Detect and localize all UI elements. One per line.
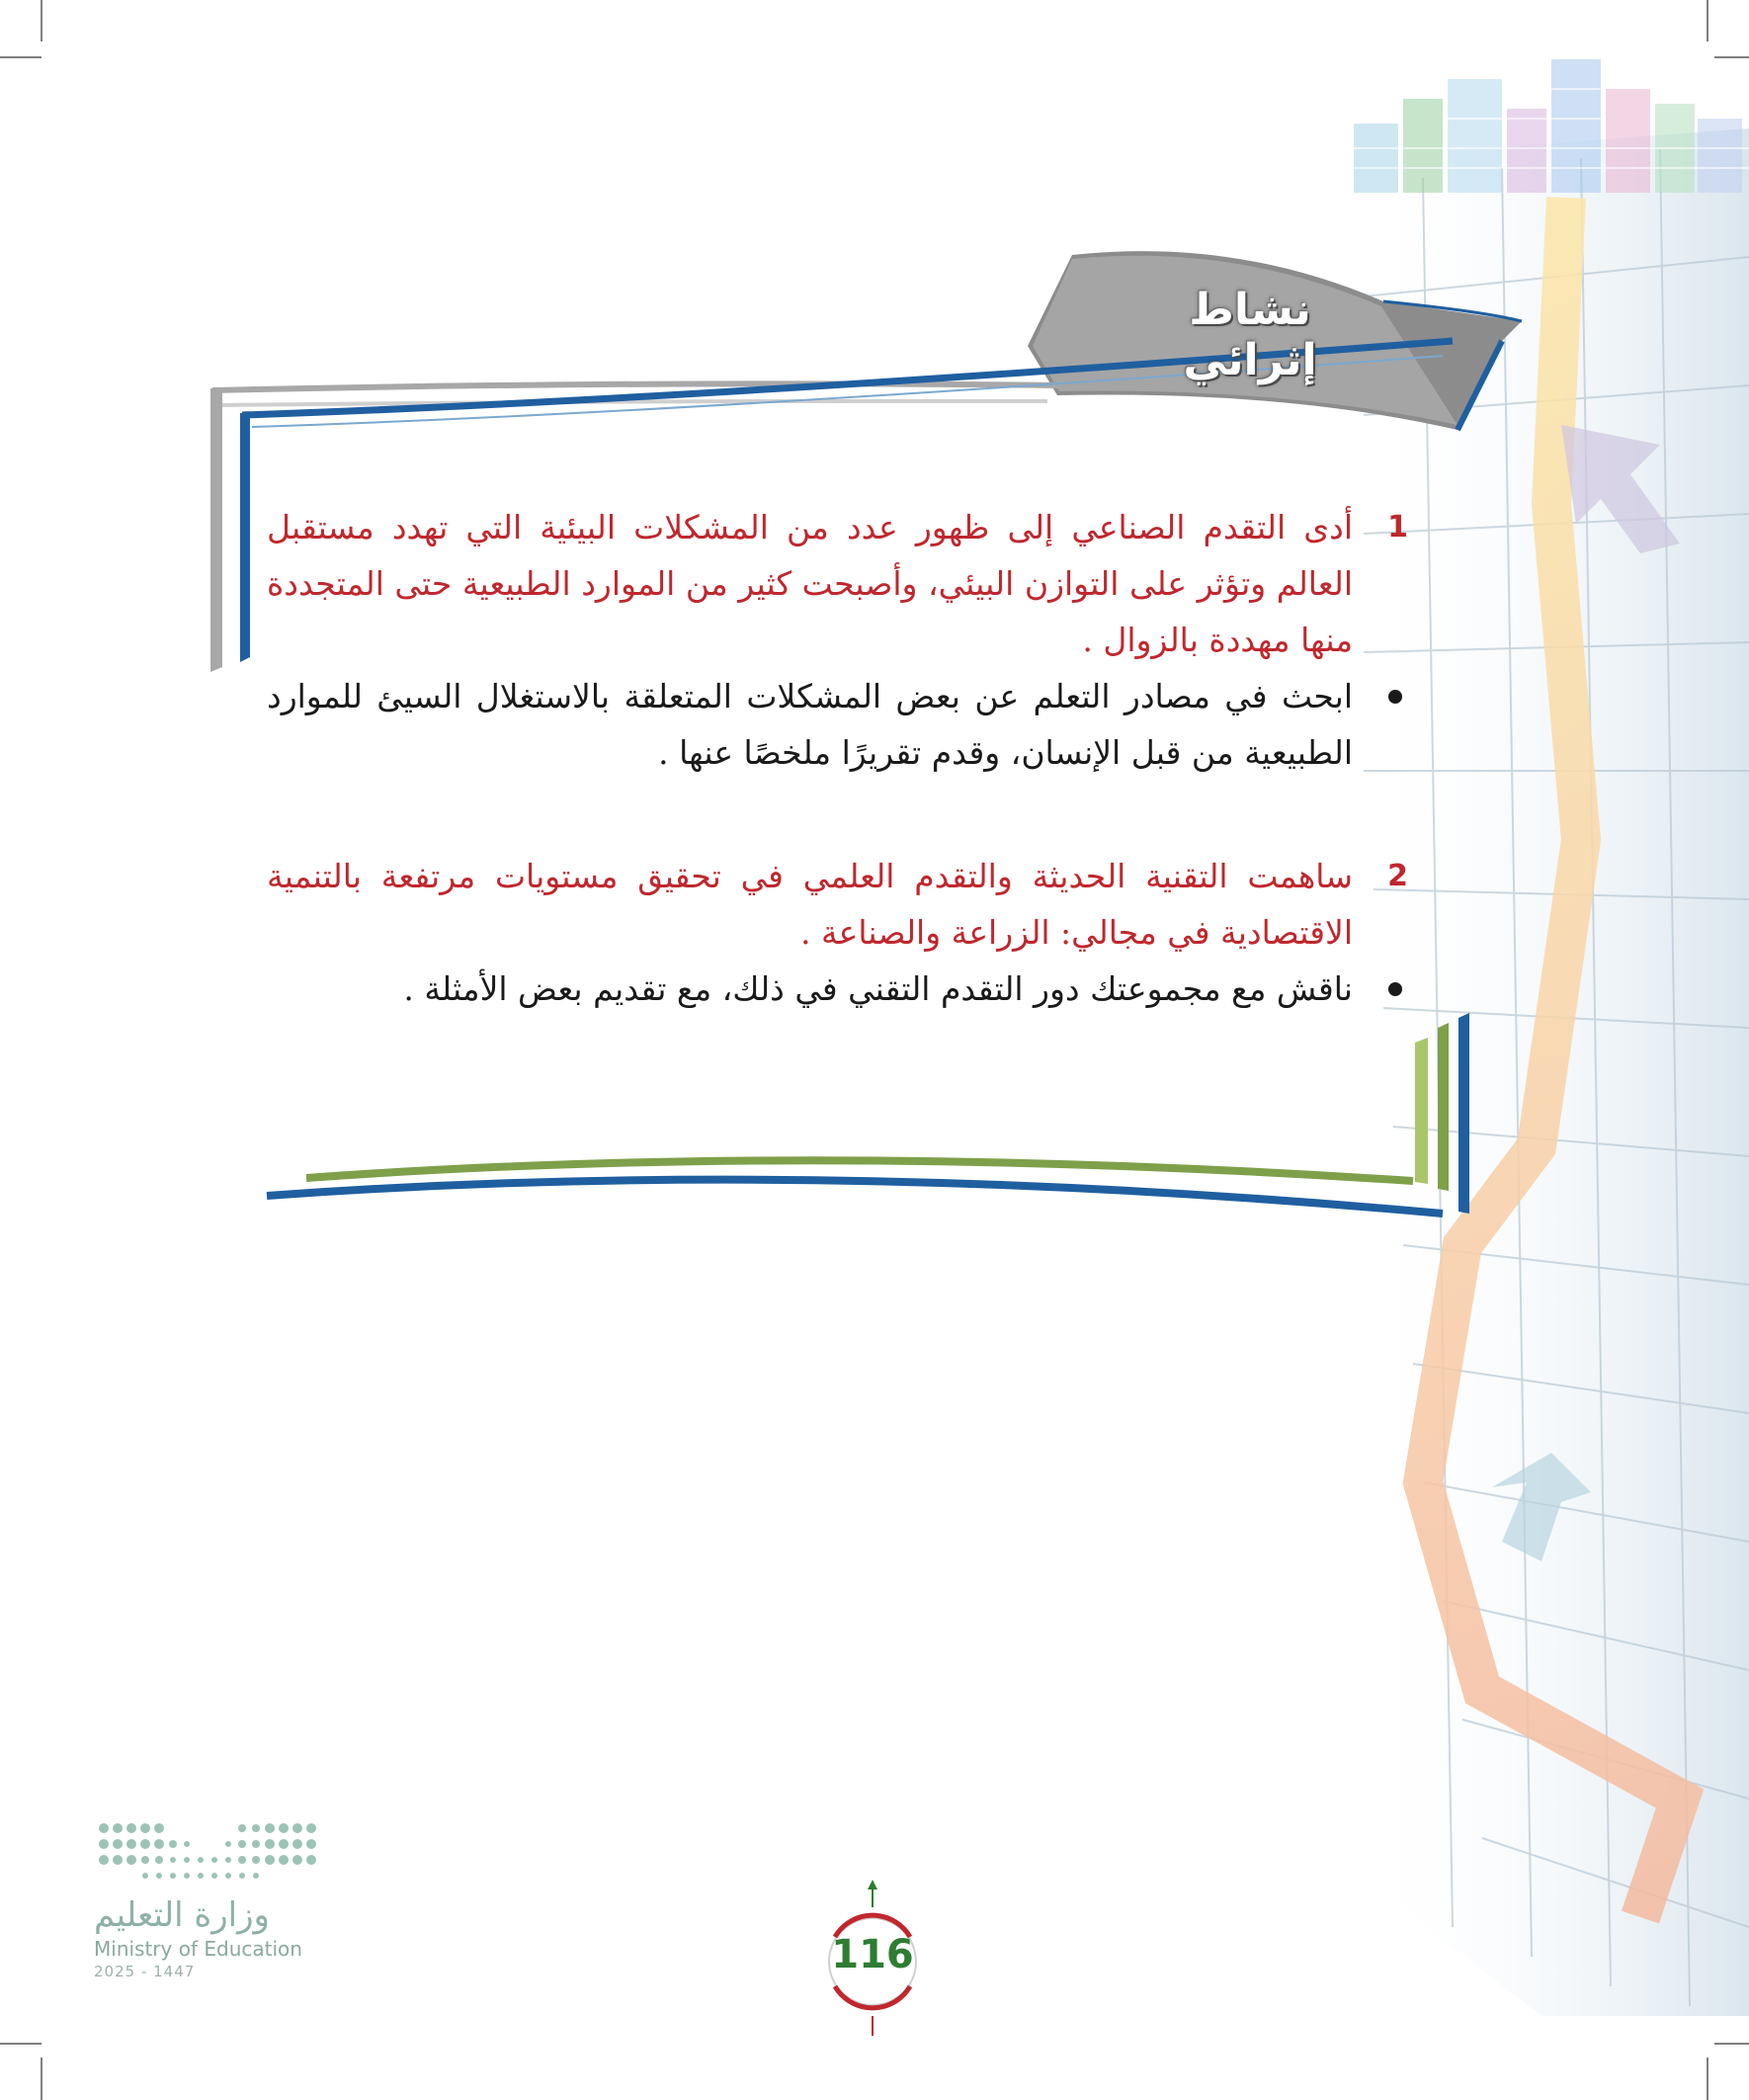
ministry-dots-icon: [94, 1818, 321, 1888]
item-statement: ساهمت التقنية الحديثة والتقدم العلمي في تحقيق مستويات مرتفعة بالتنمية الاقتصادية في مجالي: الزراعة والصناعة .: [267, 857, 1353, 952]
ministry-logo: [94, 1818, 321, 1980]
task-text: ناقش مع مجموعتك دور التقدم التقني في ذلك، مع تقديم بعض الأمثلة .: [403, 969, 1353, 1008]
activity-title: نشاط إثرائي: [1183, 285, 1317, 385]
item-number: 1: [1387, 510, 1408, 545]
page-number: 116: [831, 1932, 914, 1977]
item-number: 2: [1387, 859, 1408, 893]
ministry-name-en: Ministry of Education: [94, 1937, 302, 1961]
ministry-year: 2025 - 1447: [94, 1963, 196, 1980]
task-text: ابحث في مصادر التعلم عن بعض المشكلات المتعلقة بالاستغلال السيئ للموارد الطبيعية من قبل الإنسان، وقدم تقريرًا ملخصًا عنها .: [267, 677, 1353, 772]
item-statement: أدى التقدم الصناعي إلى ظهور عدد من المشكلات البيئية التي تهدد مستقبل العالم وتؤثر على التوازن البيئي، وأصبحت كثير من الموارد الطبيعية حتى المتجددة منها مهددة بالزوال .: [267, 508, 1353, 659]
ministry-name-ar: وزارة التعليم: [94, 1895, 270, 1935]
